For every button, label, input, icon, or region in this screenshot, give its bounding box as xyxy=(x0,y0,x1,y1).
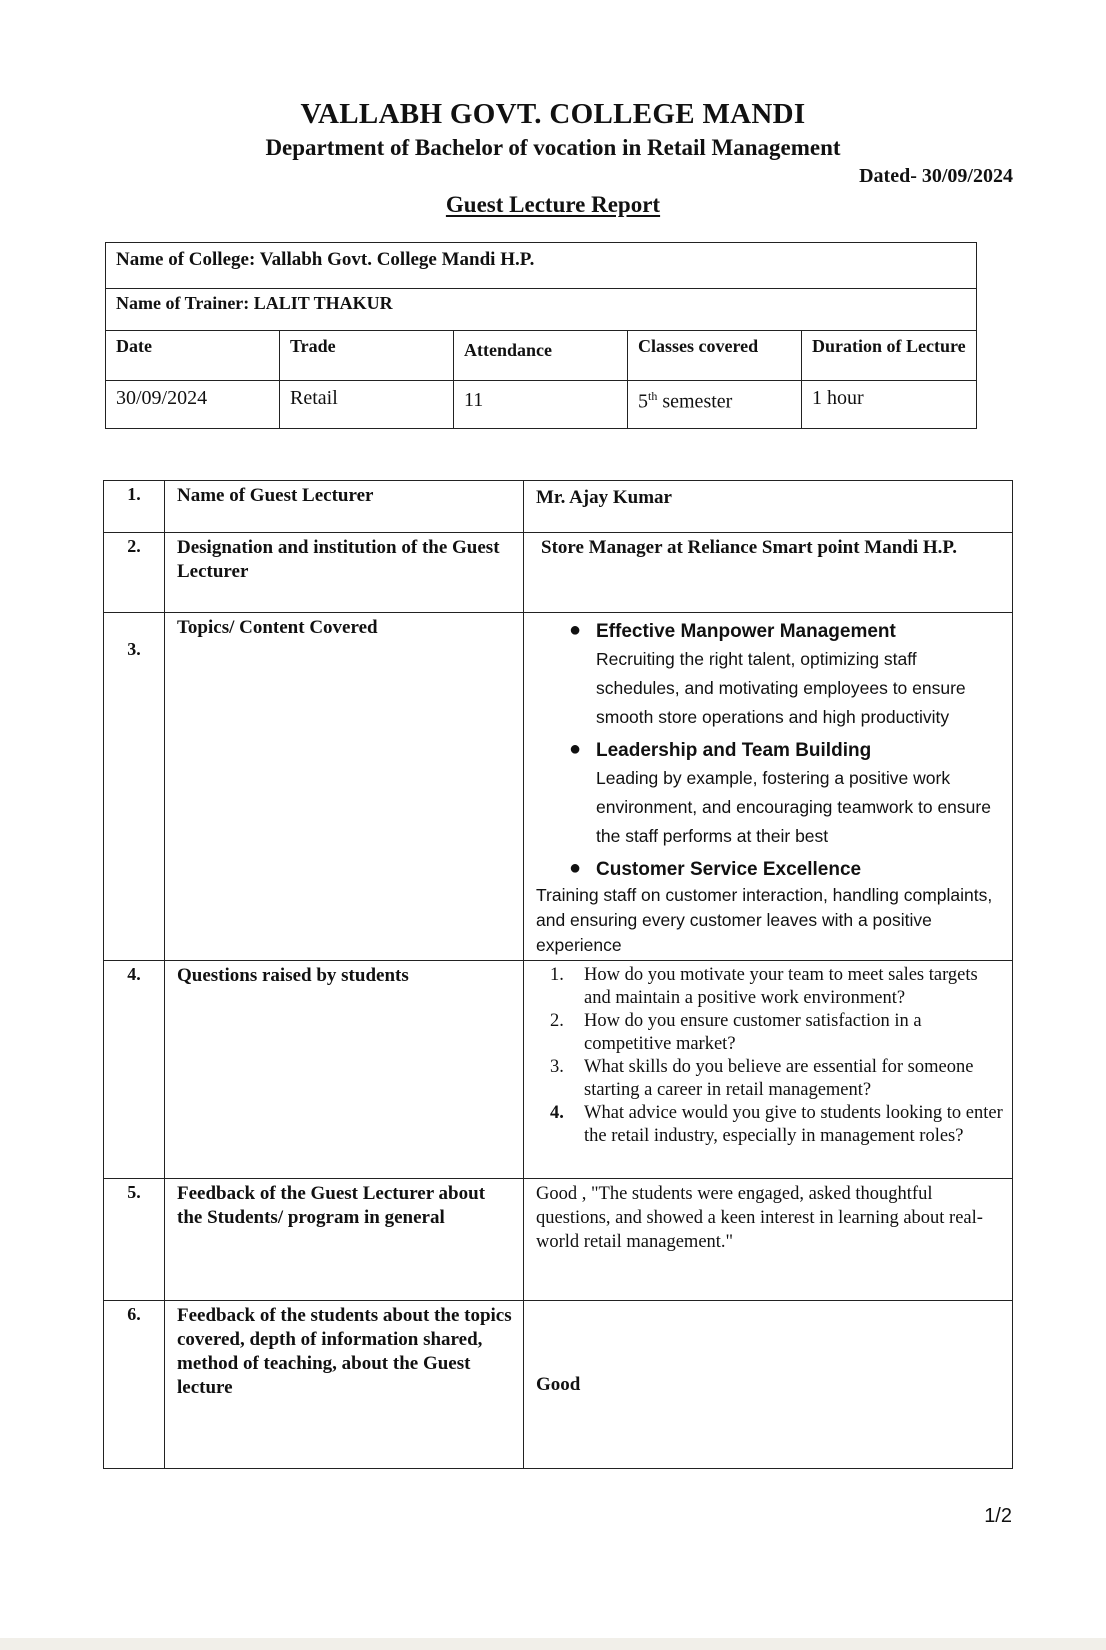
question-text: What advice would you give to students looking to enter the retail industry, especially in management roles? xyxy=(584,1103,1003,1146)
college-name: Name of College: Vallabh Govt. College Mandi H.P. xyxy=(106,243,977,289)
list-item xyxy=(544,1010,1004,1056)
value-date: 30/09/2024 xyxy=(106,381,280,429)
table-row xyxy=(104,1301,1013,1469)
list-item xyxy=(536,619,1000,732)
trainer-name: Name of Trainer: LALIT THAKUR xyxy=(106,289,977,331)
guest-designation: Store Manager at Reliance Smart point Mandi H.P. xyxy=(524,533,1013,613)
row-number xyxy=(104,613,165,961)
row-label: Topics/ Content Covered xyxy=(165,613,524,961)
topics-list xyxy=(524,613,1013,961)
question-text: How do you ensure customer satisfaction in a competitive market? xyxy=(584,1011,922,1054)
college-title: VALLABH GOVT. COLLEGE MANDI xyxy=(300,98,806,130)
header-date: Date xyxy=(106,331,280,381)
row-label: Feedback of the students about the topics covered, depth of information shared, method of teaching, about the Guest lecture xyxy=(165,1301,524,1469)
topic-description: Recruiting the right talent, optimizing staff schedules, and motivating employees to ensure smooth store operations and high productivity xyxy=(596,649,966,727)
header-classes: Classes covered xyxy=(628,331,802,381)
row-number: 1. xyxy=(104,481,165,533)
bullet-icon: ● xyxy=(569,857,582,879)
page-number: 1/2 xyxy=(984,1505,1012,1527)
question-number: 1. xyxy=(550,965,564,985)
topic-title: Effective Manpower Management xyxy=(596,621,896,642)
info-table xyxy=(105,242,977,429)
page-edge xyxy=(0,1638,1106,1650)
classes-number: 5 xyxy=(638,390,648,413)
table-row xyxy=(104,533,1013,613)
value-classes xyxy=(628,381,802,429)
value-duration: 1 hour xyxy=(802,381,977,429)
value-trade: Retail xyxy=(280,381,454,429)
topic-description: Leading by example, fostering a positive work environment, and encouraging teamwork to ensure the staff performs at their best xyxy=(596,768,991,846)
bullet-icon: ● xyxy=(569,619,582,641)
report-title xyxy=(0,192,1106,218)
row-label: Designation and institution of the Guest Lecturer xyxy=(165,533,524,613)
header-attendance: Attendance xyxy=(454,331,628,381)
details-table xyxy=(103,480,1013,1469)
question-text: What skills do you believe are essential for someone starting a career in retail management? xyxy=(584,1057,974,1100)
table-row xyxy=(104,1179,1013,1301)
row-label: Name of Guest Lecturer xyxy=(165,481,524,533)
row-label: Feedback of the Guest Lecturer about the Students/ program in general xyxy=(165,1179,524,1301)
row-number: 6. xyxy=(104,1301,165,1469)
bullet-icon: ● xyxy=(569,738,582,760)
report-date: Dated- 30/09/2024 xyxy=(859,165,1013,187)
row-label: Questions raised by students xyxy=(165,961,524,1179)
topic-title: Customer Service Excellence xyxy=(596,859,862,880)
classes-rest: semester xyxy=(657,390,733,413)
table-row xyxy=(104,613,1013,961)
list-item xyxy=(544,1056,1004,1102)
header-duration: Duration of Lecture xyxy=(802,331,977,381)
value-attendance: 11 xyxy=(454,381,628,429)
row-number: 4. xyxy=(104,961,165,1179)
department-title: Department of Bachelor of vocation in Retail Management xyxy=(265,135,841,160)
topic-description: Training staff on customer interaction, handling complaints, and ensuring every customer leaves with a positive experience xyxy=(536,885,993,955)
classes-superscript: th xyxy=(648,389,658,403)
report-title-text: Guest Lecture Report xyxy=(445,192,661,217)
list-item xyxy=(544,1102,1004,1148)
lecturer-feedback: Good , "The students were engaged, asked thoughtful questions, and showed a keen interest in learning about real-world retail management." xyxy=(524,1179,1013,1301)
question-number: 3. xyxy=(550,1057,564,1077)
question-number: 2. xyxy=(550,1011,564,1031)
row-number: 5. xyxy=(104,1179,165,1301)
question-text: How do you motivate your team to meet sales targets and maintain a positive work environment? xyxy=(584,965,978,1008)
header-trade: Trade xyxy=(280,331,454,381)
list-item xyxy=(536,738,1000,851)
topic-title: Leadership and Team Building xyxy=(596,740,872,761)
list-item xyxy=(536,857,1000,958)
table-row xyxy=(104,481,1013,533)
row-number-text: 3. xyxy=(127,639,141,659)
list-item xyxy=(544,964,1004,1010)
question-number: 4. xyxy=(550,1103,564,1123)
table-row xyxy=(104,961,1013,1179)
students-feedback: Good xyxy=(524,1301,1013,1469)
questions-list xyxy=(524,961,1013,1179)
row-number: 2. xyxy=(104,533,165,613)
guest-lecturer-name: Mr. Ajay Kumar xyxy=(524,481,1013,533)
